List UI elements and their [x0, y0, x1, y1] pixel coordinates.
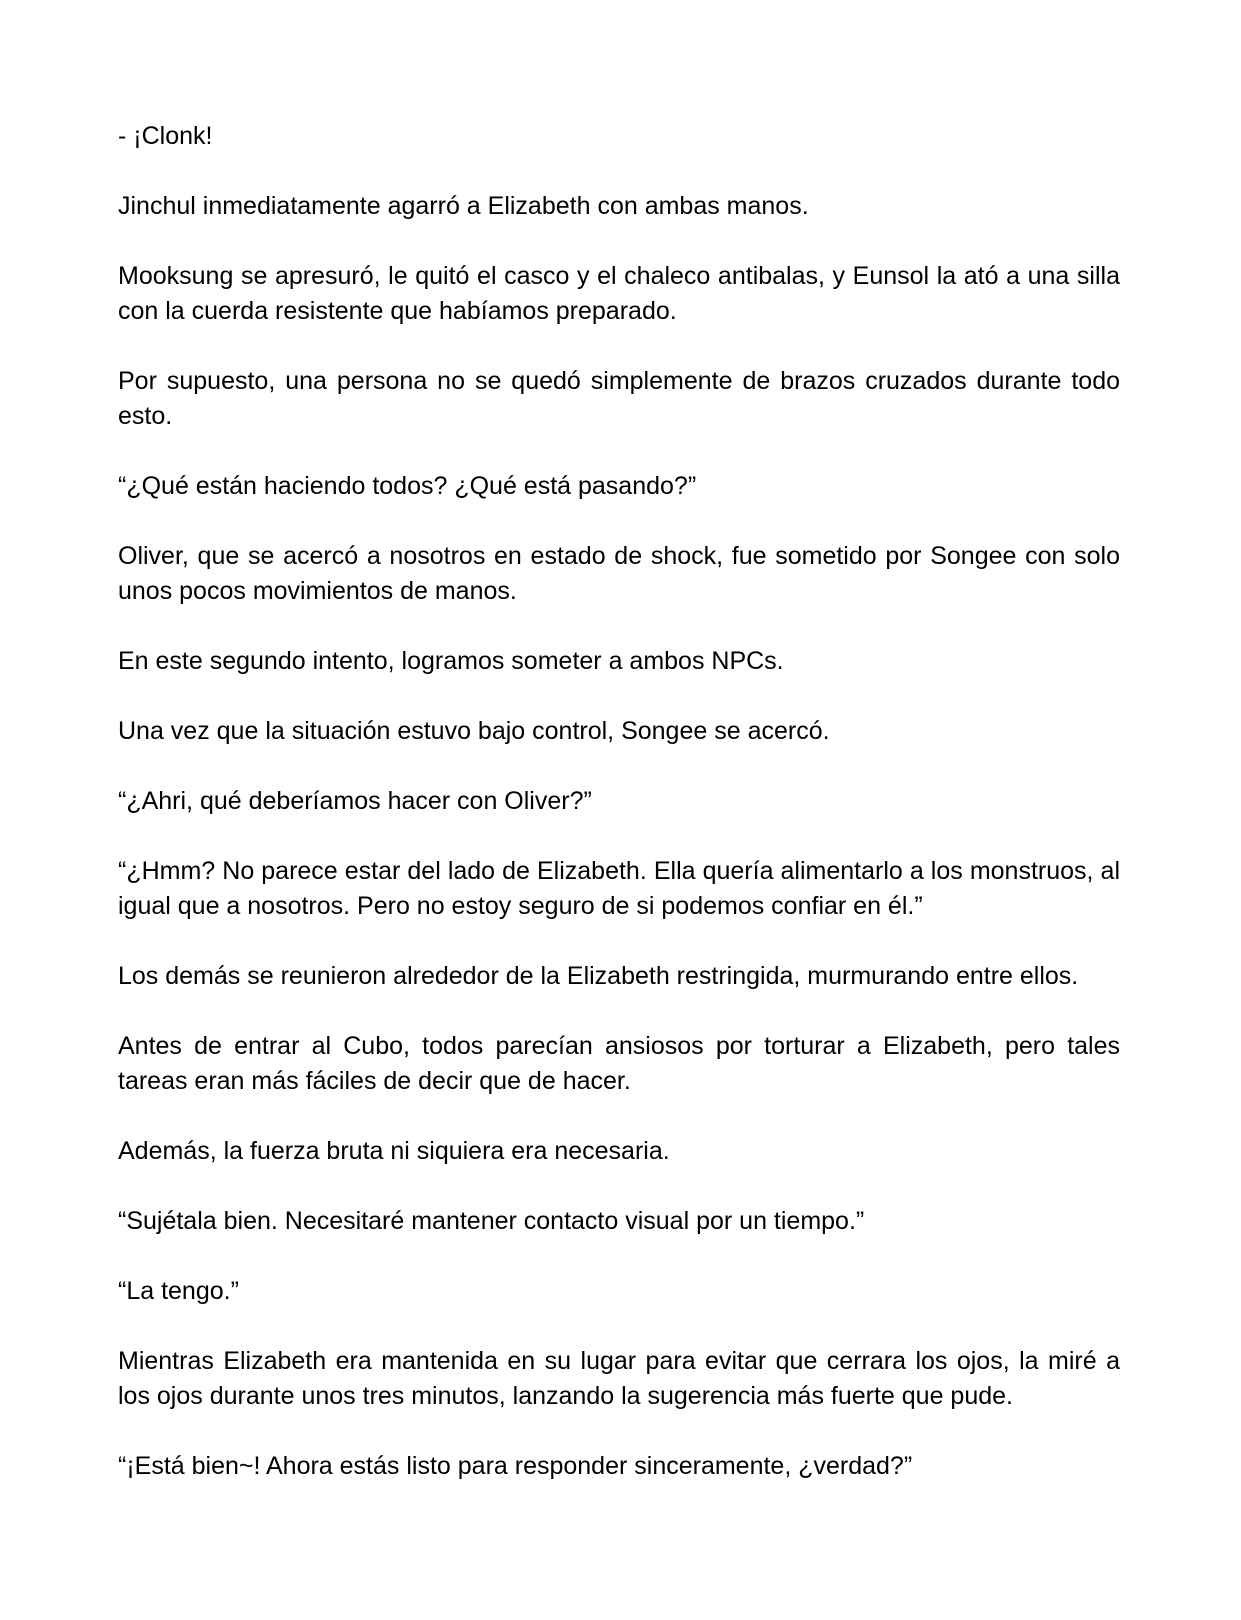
paragraph: Los demás se reunieron alrededor de la Elizabeth restringida, murmurando entre ellos. — [118, 962, 1079, 990]
paragraph: Por supuesto, una persona no se quedó simplemente de brazos cruzados durante todo esto. — [118, 367, 1120, 430]
paragraph: “¿Hmm? No parece estar del lado de Elizabeth. Ella quería alimentarlo a los monstruos, al igual que a nosotros. Pero no estoy seguro de si podemos confiar en él.” — [118, 857, 1120, 920]
paragraph: Oliver, que se acercó a nosotros en estado de shock, fue sometido por Songee con solo unos pocos movimientos de manos. — [118, 542, 1120, 605]
paragraph: “Sujétala bien. Necesitaré mantener contacto visual por un tiempo.” — [118, 1207, 865, 1235]
paragraph: Antes de entrar al Cubo, todos parecían ansiosos por torturar a Elizabeth, pero tales tareas eran más fáciles de decir que de hacer. — [118, 1032, 1120, 1095]
paragraph: “¿Ahri, qué deberíamos hacer con Oliver?” — [118, 787, 592, 815]
paragraph: Una vez que la situación estuvo bajo control, Songee se acercó. — [118, 717, 830, 745]
paragraph: “¡Está bien~! Ahora estás listo para responder sinceramente, ¿verdad?” — [118, 1452, 913, 1480]
paragraph: - ¡Clonk! — [118, 122, 213, 150]
paragraph: “La tengo.” — [118, 1277, 239, 1305]
paragraph: Jinchul inmediatamente agarró a Elizabeth con ambas manos. — [118, 192, 809, 220]
paragraph: Mientras Elizabeth era mantenida en su lugar para evitar que cerrara los ojos, la miré a los ojos durante unos tres minutos, lanzando la sugerencia más fuerte que pude. — [118, 1347, 1120, 1410]
paragraph: Mooksung se apresuró, le quitó el casco y el chaleco antibalas, y Eunsol la ató a una silla con la cuerda resistente que habíamos preparado. — [118, 262, 1120, 325]
paragraph: En este segundo intento, logramos someter a ambos NPCs. — [118, 647, 784, 675]
paragraph: “¿Qué están haciendo todos? ¿Qué está pasando?” — [118, 472, 697, 500]
document-body — [118, 119, 1120, 1484]
paragraph: Además, la fuerza bruta ni siquiera era necesaria. — [118, 1137, 670, 1165]
